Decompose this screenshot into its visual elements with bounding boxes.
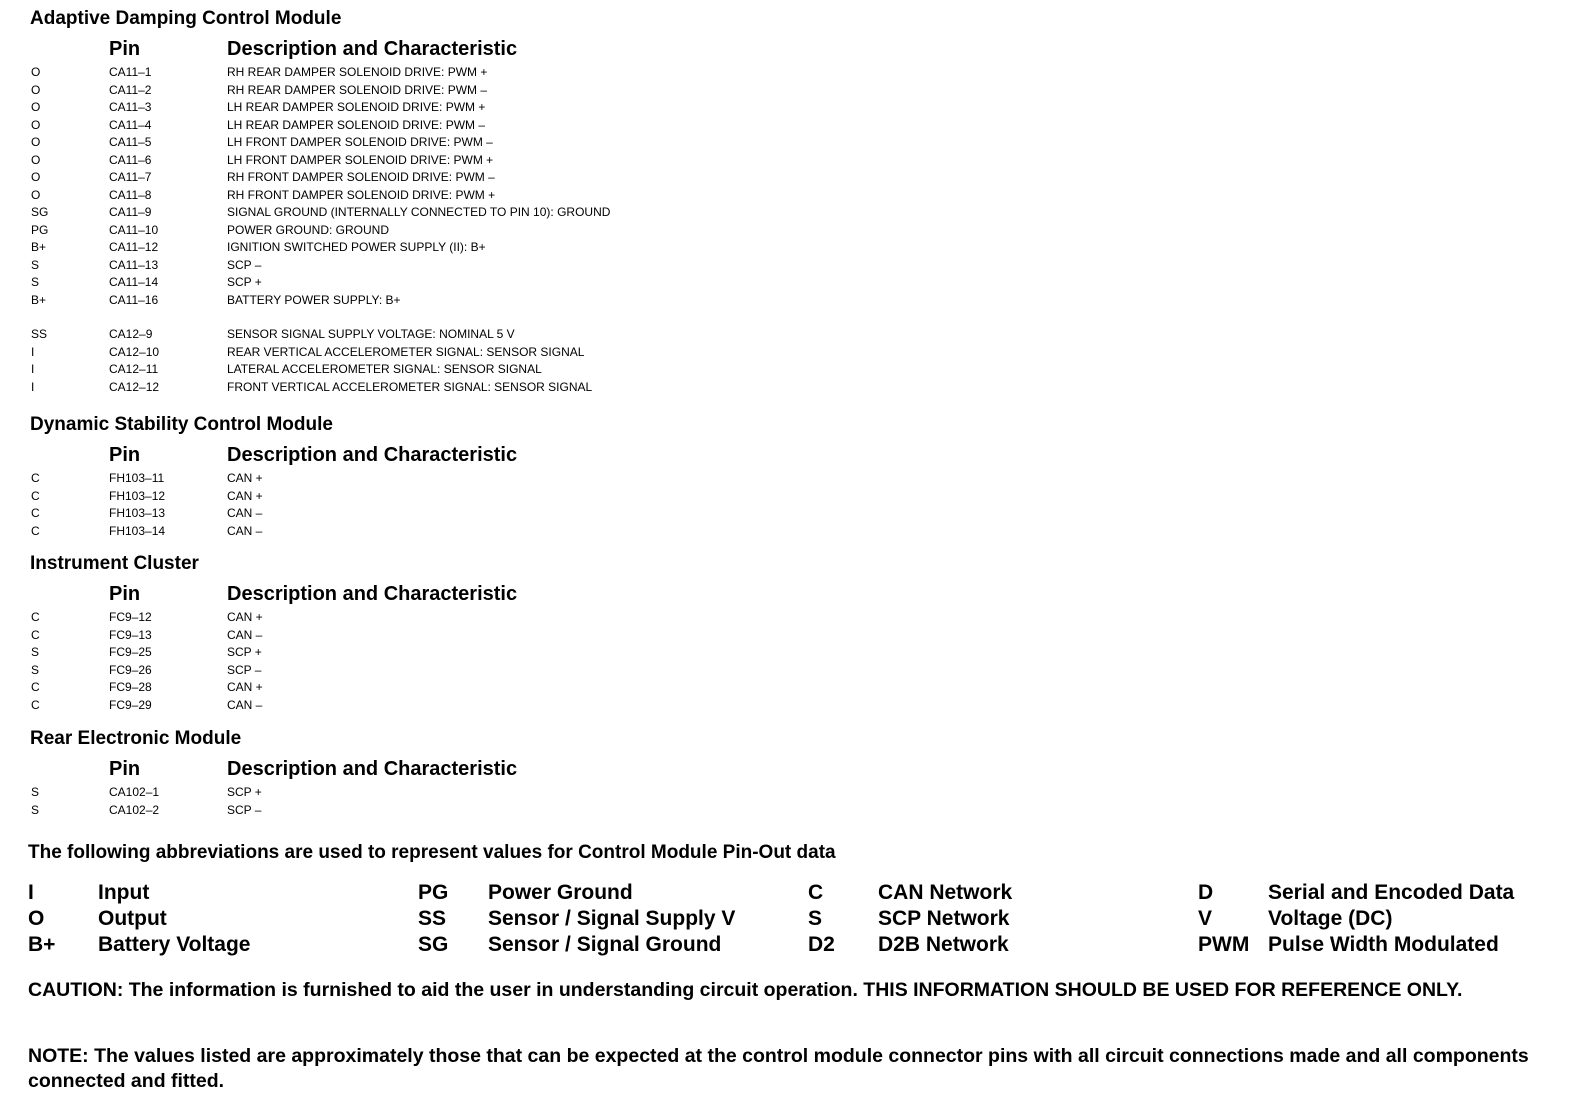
signal-type: O (31, 117, 41, 132)
pin-column-header: Pin (109, 38, 141, 60)
pin-description: SCP + (227, 645, 262, 659)
table-row (0, 222, 1000, 240)
abbr-meaning: Power Ground (488, 881, 633, 904)
signal-type: O (31, 152, 41, 167)
signal-type: PG (31, 222, 49, 237)
abbr-code: B+ (28, 933, 56, 956)
pin-id: FC9–28 (109, 680, 152, 694)
pin-description: LH REAR DAMPER SOLENOID DRIVE: PWM + (227, 100, 486, 114)
pin-description: BATTERY POWER SUPPLY: B+ (227, 292, 401, 307)
pin-description: POWER GROUND: GROUND (227, 222, 389, 237)
pin-id: FH103–13 (109, 506, 166, 520)
pin-id: CA11–9 (109, 205, 152, 219)
pin-column-header: Pin (109, 444, 141, 466)
table-row (0, 662, 1000, 680)
pin-table (0, 609, 1000, 714)
signal-type: O (31, 65, 41, 79)
signal-type: C (31, 610, 40, 624)
table-row (0, 204, 1000, 222)
abbr-meaning: Sensor / Signal Supply V (488, 907, 736, 930)
signal-type: C (31, 627, 40, 642)
pin-id: CA11–5 (109, 135, 152, 149)
description-column-header: Description and Characteristic (227, 444, 518, 466)
pin-description: LH FRONT DAMPER SOLENOID DRIVE: PWM – (227, 135, 493, 149)
pin-column-header: Pin (109, 583, 141, 605)
table-row (0, 609, 1000, 627)
signal-type: O (31, 82, 41, 97)
table-row (0, 379, 1000, 397)
abbr-code: O (28, 907, 45, 930)
pin-description: LATERAL ACCELEROMETER SIGNAL: SENSOR SIGNAL (227, 362, 542, 376)
table-row (0, 152, 1000, 170)
pin-description: RH FRONT DAMPER SOLENOID DRIVE: PWM + (227, 187, 496, 202)
table-row (0, 134, 1000, 152)
table-row (0, 802, 1000, 820)
section-title: Dynamic Stability Control Module (30, 414, 333, 435)
abbr-code: PWM (1198, 933, 1250, 956)
pin-id: CA12–9 (109, 327, 153, 341)
pin-table (0, 784, 1000, 819)
table-row (0, 627, 1000, 645)
signal-type: S (31, 662, 40, 677)
pin-id: FC9–13 (109, 627, 152, 642)
signal-type: C (31, 680, 40, 694)
pin-table (0, 470, 1000, 540)
note-text: NOTE: The values listed are approximately those that can be expected at the control module connector pins with all circuit connections made and all components connected and fitted. (28, 1045, 1529, 1092)
signal-type: O (31, 135, 41, 149)
signal-type: O (31, 100, 41, 114)
table-row (0, 292, 1000, 310)
table-row (0, 470, 1000, 488)
pin-id: CA102–2 (109, 802, 160, 817)
table-row (0, 64, 1000, 82)
pin-id: CA11–10 (109, 222, 159, 237)
signal-type: O (31, 170, 41, 184)
pin-id: FC9–29 (109, 697, 152, 712)
pin-id: CA11–1 (109, 65, 152, 79)
signal-type: C (31, 523, 40, 538)
signal-type: SG (31, 205, 49, 219)
pin-id: FH103–14 (109, 523, 166, 538)
pin-description: SIGNAL GROUND (INTERNALLY CONNECTED TO PIN 10): GROUND (227, 205, 611, 219)
abbr-meaning: SCP Network (878, 907, 1010, 930)
pin-description: SCP – (227, 662, 262, 677)
pin-id: CA11–16 (109, 292, 159, 307)
table-row (0, 82, 1000, 100)
abbr-code: SS (418, 907, 447, 930)
pin-description: SCP – (227, 802, 262, 817)
abbr-code: D (1198, 881, 1214, 904)
signal-type: O (31, 187, 41, 202)
abbr-code: S (808, 907, 823, 930)
abbr-meaning: Sensor / Signal Ground (488, 933, 722, 956)
pin-id: FC9–26 (109, 662, 152, 677)
signal-type: I (31, 379, 35, 394)
pin-description: CAN – (227, 523, 263, 538)
description-column-header: Description and Characteristic (227, 38, 518, 60)
signal-type: S (31, 275, 40, 289)
table-row (0, 169, 1000, 187)
signal-type: S (31, 257, 40, 272)
pin-description: SCP – (227, 257, 262, 272)
abbreviations-legend (0, 880, 1584, 960)
abbr-code: C (808, 881, 824, 904)
signal-type: C (31, 471, 40, 485)
abbr-meaning: Voltage (DC) (1268, 907, 1393, 930)
abbr-code: V (1198, 907, 1213, 930)
pin-description: SENSOR SIGNAL SUPPLY VOLTAGE: NOMINAL 5 V (227, 327, 515, 341)
pin-description: RH REAR DAMPER SOLENOID DRIVE: PWM + (227, 65, 488, 79)
signal-type: B+ (31, 292, 47, 307)
signal-type: I (31, 362, 35, 376)
abbr-meaning: Output (98, 907, 167, 930)
table-row (0, 257, 1000, 275)
signal-type: S (31, 802, 40, 817)
table-row (0, 505, 1000, 523)
table-row (0, 523, 1000, 541)
description-column-header: Description and Characteristic (227, 758, 518, 780)
pin-description: FRONT VERTICAL ACCELEROMETER SIGNAL: SENSOR SIGNAL (227, 379, 593, 394)
table-row (0, 697, 1000, 715)
pin-description: REAR VERTICAL ACCELEROMETER SIGNAL: SENSOR SIGNAL (227, 344, 585, 359)
table-row (0, 99, 1000, 117)
table-row (0, 274, 1000, 292)
table-row (0, 239, 1000, 257)
pin-description: CAN – (227, 506, 263, 520)
signal-type: I (31, 344, 35, 359)
pin-id: CA11–12 (109, 240, 159, 254)
table-row (0, 187, 1000, 205)
abbr-code: SG (418, 933, 449, 956)
abbr-code: D2 (808, 933, 835, 956)
abbr-meaning: D2B Network (878, 933, 1009, 956)
pin-id: CA11–3 (109, 100, 152, 114)
pin-id: CA11–4 (109, 117, 152, 132)
pin-id: FH103–11 (109, 471, 165, 485)
pin-id: CA12–11 (109, 362, 159, 376)
pin-description: LH REAR DAMPER SOLENOID DRIVE: PWM – (227, 117, 486, 132)
pin-description: CAN – (227, 627, 263, 642)
section-title: Instrument Cluster (30, 553, 199, 574)
pin-description: RH REAR DAMPER SOLENOID DRIVE: PWM – (227, 82, 488, 97)
pin-description: CAN – (227, 697, 263, 712)
pin-id: CA12–10 (109, 344, 160, 359)
pin-description: IGNITION SWITCHED POWER SUPPLY (II): B+ (227, 240, 486, 254)
abbr-meaning: Serial and Encoded Data (1268, 881, 1515, 904)
pin-id: CA11–2 (109, 82, 152, 97)
pin-description: CAN + (227, 471, 263, 485)
table-row (0, 344, 1000, 362)
signal-type: B+ (31, 240, 47, 254)
pin-description: SCP + (227, 275, 262, 289)
pin-description: CAN + (227, 488, 263, 503)
pin-id: CA102–1 (109, 785, 160, 799)
abbr-meaning: Pulse Width Modulated (1268, 933, 1499, 956)
pin-table (0, 64, 1000, 396)
caution-text: CAUTION: The information is furnished to aid the user in understanding circuit operation. THIS INFORMATION SHOULD BE USED FOR REFERENCE ONLY. (28, 979, 1463, 1001)
description-column-header: Description and Characteristic (227, 583, 518, 605)
table-row (0, 117, 1000, 135)
pin-id: CA11–8 (109, 187, 152, 202)
pin-id: CA11–14 (109, 275, 159, 289)
table-row (0, 488, 1000, 506)
table-row (0, 679, 1000, 697)
signal-type: SS (31, 327, 48, 341)
section-title: Adaptive Damping Control Module (30, 8, 342, 29)
abbr-meaning: CAN Network (878, 881, 1013, 904)
pin-description: CAN + (227, 610, 263, 624)
pin-id: CA11–7 (109, 170, 152, 184)
table-row (0, 326, 1000, 344)
signal-type: S (31, 645, 40, 659)
signal-type: C (31, 488, 40, 503)
pin-id: FC9–25 (109, 645, 152, 659)
signal-type: C (31, 697, 40, 712)
pin-description: RH FRONT DAMPER SOLENOID DRIVE: PWM – (227, 170, 495, 184)
abbr-code: I (28, 881, 34, 904)
abbr-code: PG (418, 881, 449, 904)
section-title: Rear Electronic Module (30, 728, 242, 749)
pin-id: CA11–6 (109, 152, 152, 167)
pin-id: FC9–12 (109, 610, 152, 624)
pin-description: LH FRONT DAMPER SOLENOID DRIVE: PWM + (227, 152, 494, 167)
table-row (0, 361, 1000, 379)
signal-type: S (31, 785, 40, 799)
pin-column-header: Pin (109, 758, 141, 780)
pin-description: CAN + (227, 680, 263, 694)
abbr-meaning: Input (98, 881, 150, 904)
table-row (0, 644, 1000, 662)
pin-id: FH103–12 (109, 488, 166, 503)
signal-type: C (31, 506, 40, 520)
abbreviations-intro: The following abbreviations are used to represent values for Control Module Pin-Out data (28, 842, 836, 863)
pin-id: CA11–13 (109, 257, 159, 272)
abbr-meaning: Battery Voltage (98, 933, 251, 956)
pin-description: SCP + (227, 785, 262, 799)
table-row (0, 784, 1000, 802)
pin-id: CA12–12 (109, 379, 160, 394)
